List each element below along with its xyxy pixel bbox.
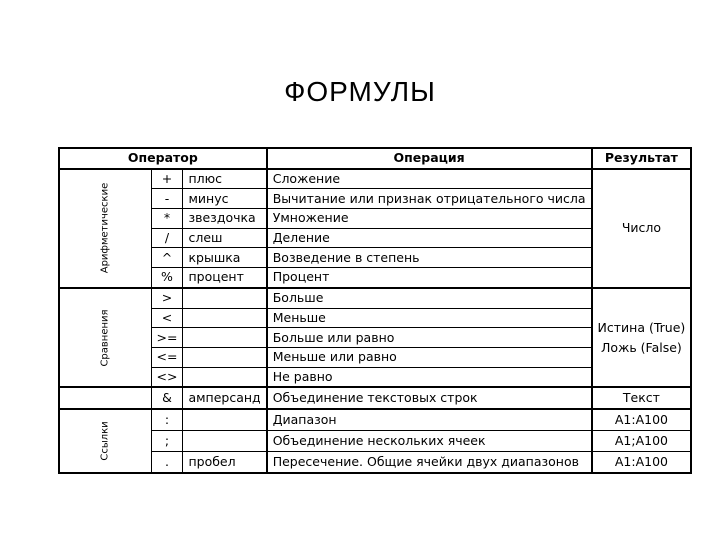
operator-name bbox=[183, 328, 267, 348]
operator-name: слеш bbox=[183, 228, 267, 248]
category-label bbox=[59, 288, 151, 387]
page-title: ФОРМУЛЫ bbox=[284, 76, 436, 107]
category-text: Сравнения bbox=[99, 308, 111, 367]
operator-name: плюс bbox=[183, 169, 267, 189]
result-cell: A1:A100 bbox=[592, 452, 692, 474]
header-result: Результат bbox=[592, 148, 692, 169]
result-cell: A1;A100 bbox=[592, 431, 692, 452]
category-label bbox=[59, 387, 151, 409]
operation-description: Больше или равно bbox=[267, 328, 592, 348]
operation-description: Деление bbox=[267, 228, 592, 248]
category-label bbox=[59, 169, 151, 288]
operator-symbol: - bbox=[151, 189, 183, 209]
operation-description: Объединение нескольких ячеек bbox=[267, 431, 592, 452]
operation-description: Сложение bbox=[267, 169, 592, 189]
result-cell: A1:A100 bbox=[592, 409, 692, 431]
result-text: Ложь (False) bbox=[601, 339, 682, 355]
operator-symbol: % bbox=[151, 268, 183, 288]
operation-description: Процент bbox=[267, 268, 592, 288]
result-cell bbox=[592, 288, 692, 387]
operator-name: пробел bbox=[183, 452, 267, 474]
operator-symbol: : bbox=[151, 409, 183, 431]
operator-symbol: >= bbox=[151, 328, 183, 348]
operator-name: звездочка bbox=[183, 209, 267, 229]
operator-name bbox=[183, 409, 267, 431]
table-row bbox=[59, 288, 691, 308]
category-label bbox=[59, 409, 151, 473]
operator-symbol: ^ bbox=[151, 248, 183, 268]
operator-name: амперсанд bbox=[183, 387, 267, 409]
table-row bbox=[59, 387, 691, 409]
operation-description: Умножение bbox=[267, 209, 592, 229]
result-text: Истина (True) bbox=[597, 319, 686, 335]
operation-description: Не равно bbox=[267, 367, 592, 387]
operator-symbol: + bbox=[151, 169, 183, 189]
table-row bbox=[59, 431, 691, 452]
operator-name bbox=[183, 308, 267, 328]
operation-description: Вычитание или признак отрицательного числа bbox=[267, 189, 592, 209]
formulas-table bbox=[58, 147, 692, 474]
operator-symbol: <= bbox=[151, 347, 183, 367]
operator-name: процент bbox=[183, 268, 267, 288]
result-cell: Текст bbox=[592, 387, 692, 409]
table-row bbox=[59, 169, 691, 189]
operator-symbol: < bbox=[151, 308, 183, 328]
table-row bbox=[59, 409, 691, 431]
operation-description: Меньше или равно bbox=[267, 347, 592, 367]
category-text: Ссылки bbox=[99, 421, 111, 461]
operator-symbol: ; bbox=[151, 431, 183, 452]
operator-name: минус bbox=[183, 189, 267, 209]
operator-name bbox=[183, 288, 267, 308]
operation-description: Диапазон bbox=[267, 409, 592, 431]
operation-description: Объединение текстовых строк bbox=[267, 387, 592, 409]
result-cell: Число bbox=[592, 169, 692, 288]
header-row bbox=[59, 148, 691, 169]
category-text: Арифметические bbox=[99, 182, 111, 274]
operator-symbol: . bbox=[151, 452, 183, 474]
operator-name: крышка bbox=[183, 248, 267, 268]
operator-symbol: / bbox=[151, 228, 183, 248]
operator-symbol: <> bbox=[151, 367, 183, 387]
operator-name bbox=[183, 347, 267, 367]
operator-symbol: & bbox=[151, 387, 183, 409]
operation-description: Больше bbox=[267, 288, 592, 308]
header-operation: Операция bbox=[267, 148, 592, 169]
operator-symbol: > bbox=[151, 288, 183, 308]
operator-name bbox=[183, 431, 267, 452]
operator-symbol: * bbox=[151, 209, 183, 229]
operator-name bbox=[183, 367, 267, 387]
header-operator: Оператор bbox=[59, 148, 267, 169]
table-row bbox=[59, 452, 691, 474]
operation-description: Пересечение. Общие ячейки двух диапазонов bbox=[267, 452, 592, 474]
operation-description: Возведение в степень bbox=[267, 248, 592, 268]
operation-description: Меньше bbox=[267, 308, 592, 328]
